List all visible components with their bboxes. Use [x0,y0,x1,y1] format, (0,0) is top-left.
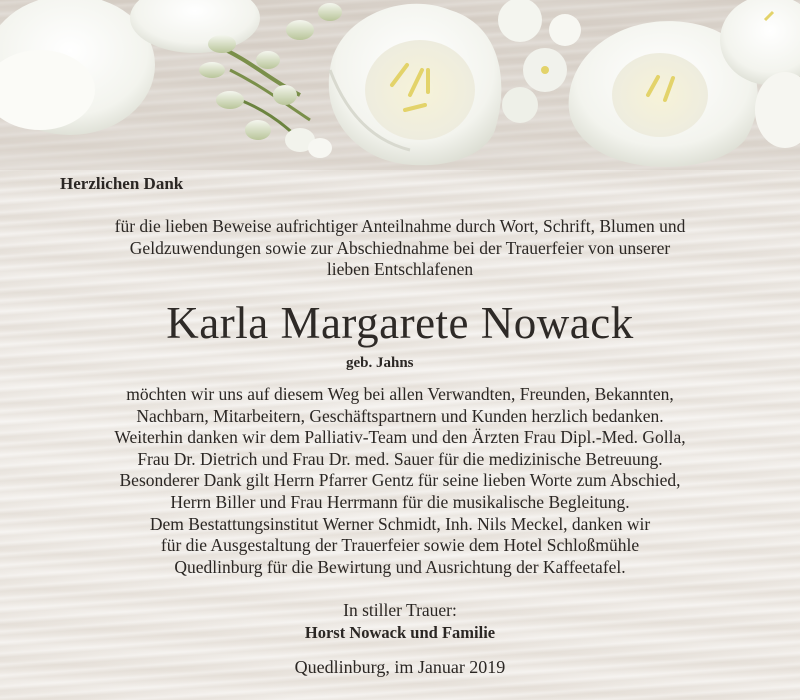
intro-line: für die lieben Beweise aufrichtiger Anteilnahme durch Wort, Schrift, Blumen und [114,216,686,236]
mourning-label: In stiller Trauer: [343,600,457,620]
place-date: Quedlinburg, im Januar 2019 [294,657,506,677]
maiden-name: geb. Jahns [346,355,414,371]
body-line: Herrn Biller und Frau Herrmann für die musikalische Begleitung. [170,491,630,512]
intro-line: Geldzuwendungen sowie zur Abschiednahme bei der Trauerfeier von unserer [129,237,671,258]
body-text [20,384,780,578]
body-line: Besonderer Dank gilt Herrn Pfarrer Gentz für seine lieben Worte zum Abschied, [119,470,681,491]
body-line: Dem Bestattungsinstitut Werner Schmidt, Inh. Nils Meckel, danken wir [149,513,651,534]
intro-line: lieben Entschlafenen [326,259,474,279]
heading: Herzlichen Dank [60,174,184,193]
intro-text [20,216,780,281]
body-line: Nachbarn, Mitarbeitern, Geschäftspartnern und Kunden herzlich bedanken. [136,405,664,426]
body-line: Frau Dr. Dietrich und Frau Dr. med. Sauer für die medizinische Betreuung. [137,448,663,469]
body-line: Quedlinburg für die Bewirtung und Ausrichtung der Kaffeetafel. [174,556,626,577]
body-line: möchten wir uns auf diesem Weg bei allen Verwandten, Freunden, Bekannten, [126,384,674,404]
body-line: für die Ausgestaltung der Trauerfeier sowie dem Hotel Schloßmühle [160,535,640,556]
body-line: Weiterhin danken wir dem Palliativ-Team und den Ärzten Frau Dipl.-Med. Golla, [114,427,686,448]
deceased-name: Karla Margarete Nowack [166,298,634,348]
family-signature: Horst Nowack und Familie [304,623,496,642]
